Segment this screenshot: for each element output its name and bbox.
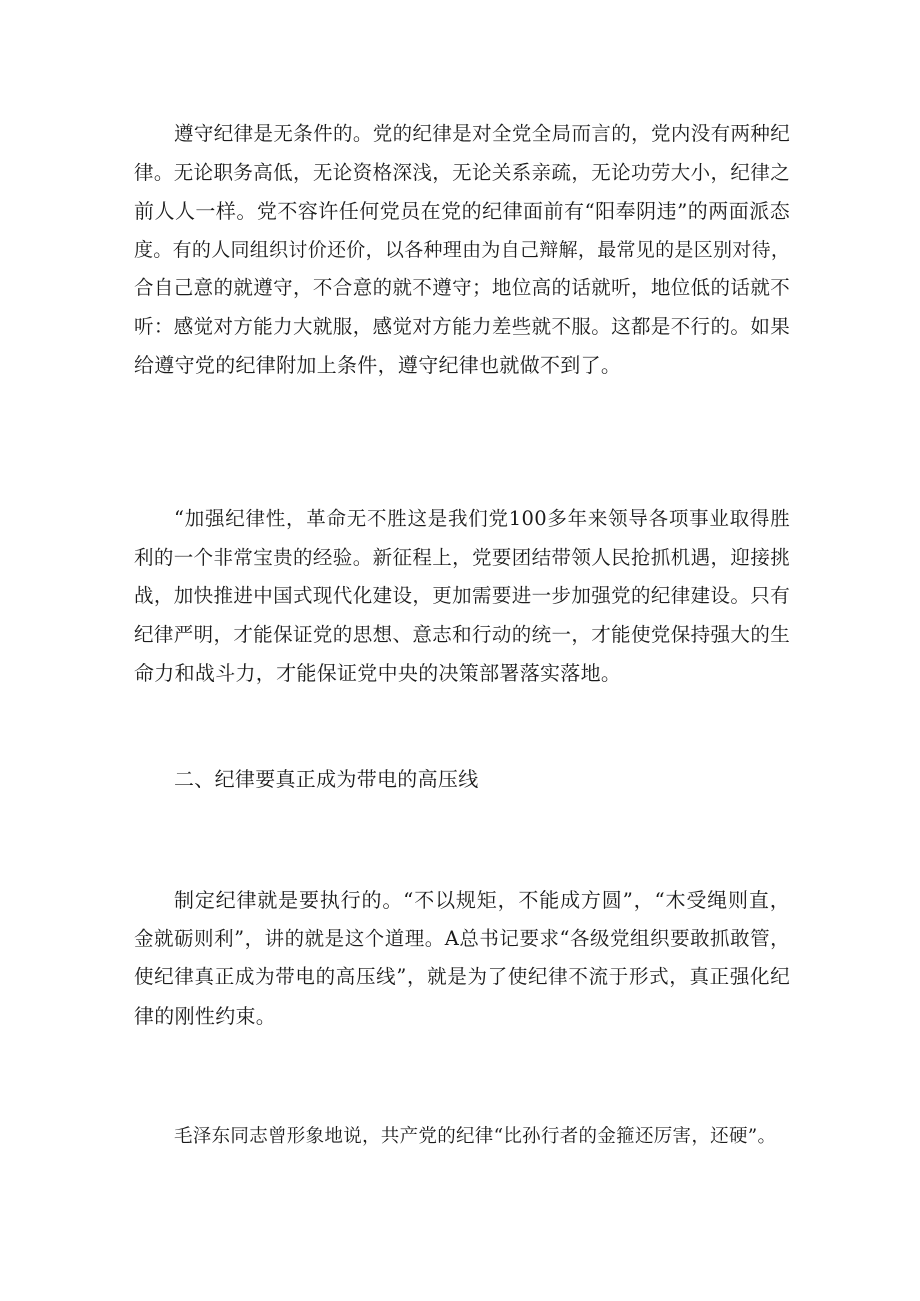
- text-line: 听：感觉对方能力大就服，感觉对方能力差些就不服。这都是不行的。如果: [134, 314, 790, 338]
- text-line: 使纪律真正成为带电的高压线”，就是为了使纪律不流于形式，真正强化纪: [134, 965, 790, 988]
- paragraph-mao-quote: [134, 1118, 790, 1157]
- text-line: 律。无论职务高低，无论资格深浅，无论关系亲疏，无论功劳大小，纪律之: [134, 160, 790, 184]
- section-heading: [134, 760, 790, 799]
- paragraph-discipline-unconditional: [134, 115, 790, 385]
- text-line: 前人人一样。党不容许任何党员在党的纪律面前有“阳奉阴违”的两面派态: [134, 199, 790, 223]
- text-line: 合自己意的就遵守，不合意的就不遵守；地位高的话就听，地位低的话就不: [134, 276, 790, 299]
- paragraph-enforce-discipline: [134, 881, 790, 1035]
- paragraph-strengthen-discipline: [134, 500, 790, 693]
- text-line: 度。有的人同组织讨价还价，以各种理由为自己辩解，最常见的是区别对待，: [134, 238, 791, 261]
- text-line: 纪律严明，才能保证党的思想、意志和行动的统一，才能使党保持强大的生: [134, 622, 790, 646]
- text-line: 制定纪律就是要执行的。“不以规矩，不能成方圆”，“木受绳则直，: [174, 888, 790, 912]
- text-line: 利的一个非常宝贵的经验。新征程上，党要团结带领人民抢抓机遇，迎接挑: [134, 545, 790, 569]
- text-line: 给遵守党的纪律附加上条件，遵守纪律也就做不到了。: [134, 353, 622, 377]
- text-line: “加强纪律性，革命无不胜这是我们党100多年来领导各项事业取得胜: [174, 507, 790, 530]
- text-line: 命力和战斗力，才能保证党中央的决策部署落实落地。: [134, 661, 622, 685]
- heading-text: 二、纪律要真正成为带电的高压线: [174, 767, 479, 791]
- text-line: 遵守纪律是无条件的。党的纪律是对全党全局而言的，党内没有两种纪: [174, 122, 790, 145]
- text-line: 律的刚性约束。: [134, 1003, 277, 1028]
- text-line: 金就砺则利”，讲的就是这个道理。A总书记要求“各级党组织要敢抓敢管，: [134, 926, 790, 950]
- text-line: 毛泽东同志曾形象地说，共产党的纪律“比孙行者的金箍还厉害，还硬”。: [174, 1126, 777, 1147]
- text-line: 战，加快推进中国式现代化建设，更加需要进一步加强党的纪律建设。只有: [134, 584, 790, 607]
